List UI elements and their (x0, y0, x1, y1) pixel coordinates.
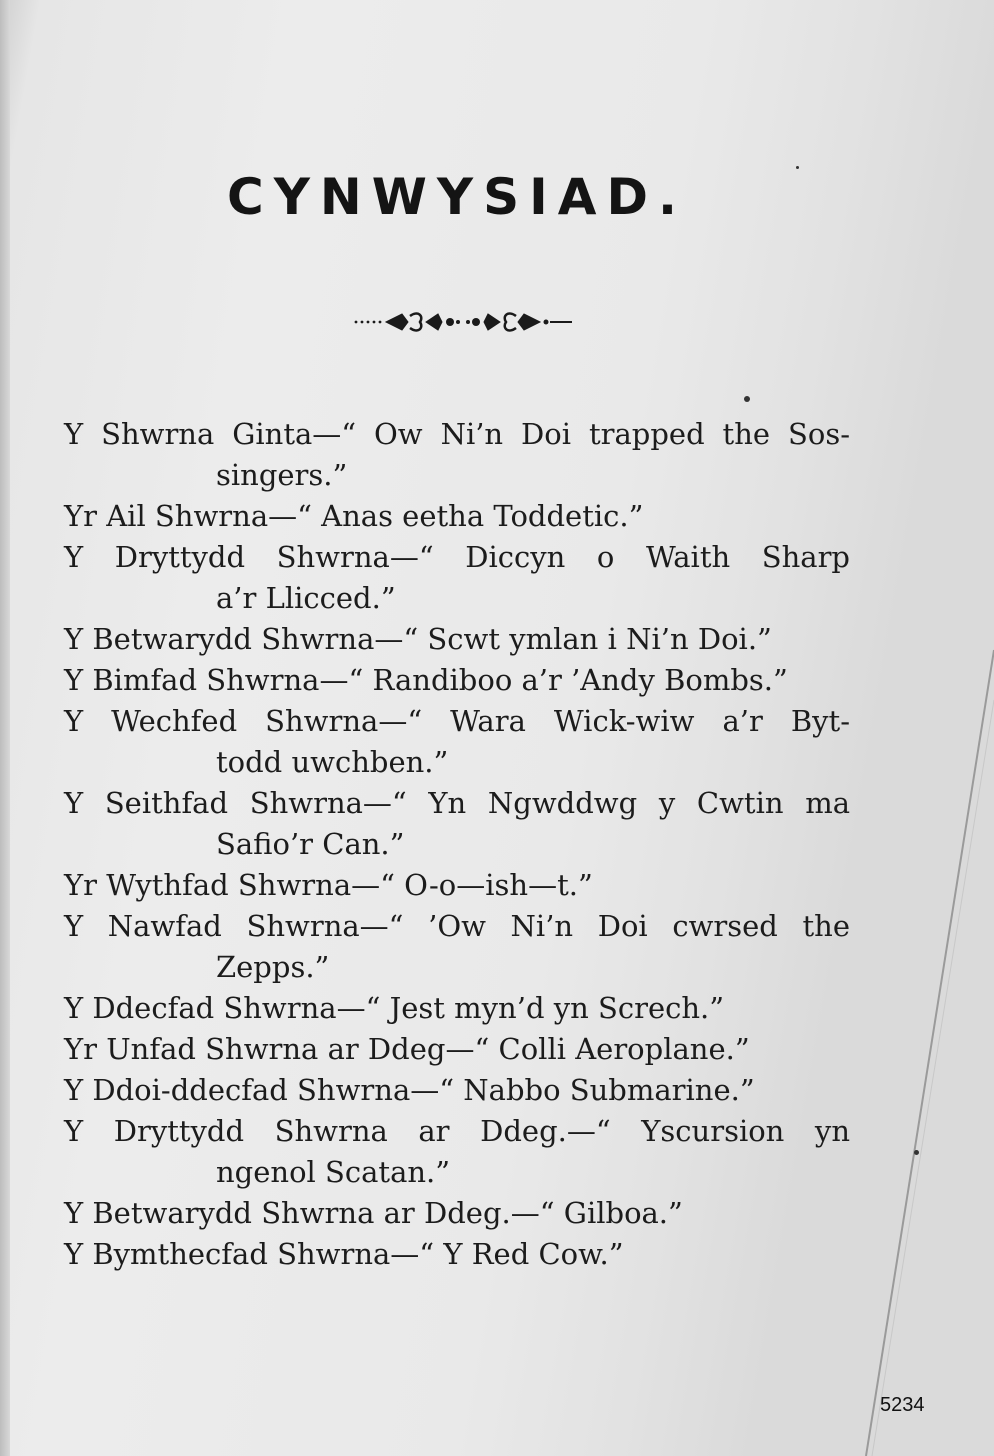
table-of-contents (64, 414, 850, 1275)
toc-entry-continuation: Safio’r Can.” (216, 827, 405, 861)
toc-entry-15 (64, 1234, 850, 1275)
toc-entry-text: Y Ddecfad Shwrna—“ Jest myn’d yn Screch.” (64, 991, 725, 1025)
toc-entry-12 (64, 1070, 850, 1111)
toc-entry-7 (64, 783, 850, 865)
toc-entry-2 (64, 496, 850, 537)
toc-entry-continuation: singers.” (216, 458, 348, 492)
toc-entry-11 (64, 1029, 850, 1070)
toc-entry-text: Y Nawfad Shwrna—“ ’Ow Ni’n Doi cwrsed the (64, 909, 850, 943)
toc-entry-continuation: todd uwchben.” (216, 745, 449, 779)
toc-entry-text: Y Wechfed Shwrna—“ Wara Wick-wiw a’r Byt- (64, 704, 850, 738)
ink-speck (914, 1150, 919, 1155)
toc-entry-text: Y Dryttydd Shwrna ar Ddeg.—“ Yscursion yn (64, 1114, 850, 1148)
toc-entry-4 (64, 619, 850, 660)
toc-entry-5 (64, 660, 850, 701)
toc-entry-1 (64, 414, 850, 496)
toc-entry-3 (64, 537, 850, 619)
toc-entry-continuation: a’r Llicced.” (216, 581, 396, 615)
toc-entry-text: Yr Wythfad Shwrna—“ O-o—ish—t.” (64, 868, 593, 902)
toc-entry-6 (64, 701, 850, 783)
ink-speck (796, 166, 799, 169)
toc-entry-text: Y Dryttydd Shwrna—“ Diccyn o Waith Sharp (64, 540, 850, 574)
toc-entry-9 (64, 906, 850, 988)
toc-entry-text: Y Seithfad Shwrna—“ Yn Ngwddwg y Cwtin ma (64, 786, 850, 820)
decorative-ornament-icon (352, 302, 574, 342)
toc-entry-continuation: Zepps.” (216, 950, 330, 984)
toc-entry-text: Y Bimfad Shwrna—“ Randiboo a’r ’Andy Bombs.” (64, 663, 788, 697)
toc-entry-text: Y Betwarydd Shwrna ar Ddeg.—“ Gilboa.” (64, 1196, 683, 1230)
toc-entry-13 (64, 1111, 850, 1193)
toc-entry-text: Y Betwarydd Shwrna—“ Scwt ymlan i Ni’n Doi.” (64, 622, 772, 656)
toc-entry-continuation: ngenol Scatan.” (216, 1155, 451, 1189)
toc-entry-10 (64, 988, 850, 1029)
ink-speck (744, 396, 750, 402)
toc-entry-text: Yr Ail Shwrna—“ Anas eetha Toddetic.” (64, 499, 644, 533)
page-number: 5234 (880, 1394, 925, 1416)
toc-entry-14 (64, 1193, 850, 1234)
toc-entry-text: Y Ddoi-ddecfad Shwrna—“ Nabbo Submarine.” (64, 1073, 755, 1107)
toc-entry-text: Y Shwrna Ginta—“ Ow Ni’n Doi trapped the Sos- (64, 417, 850, 451)
toc-entry-text: Yr Unfad Shwrna ar Ddeg—“ Colli Aeroplane.” (64, 1032, 750, 1066)
page-title: CYNWYSIAD. (227, 168, 687, 226)
toc-entry-8 (64, 865, 850, 906)
toc-entry-text: Y Bymthecfad Shwrna—“ Y Red Cow.” (64, 1237, 624, 1271)
